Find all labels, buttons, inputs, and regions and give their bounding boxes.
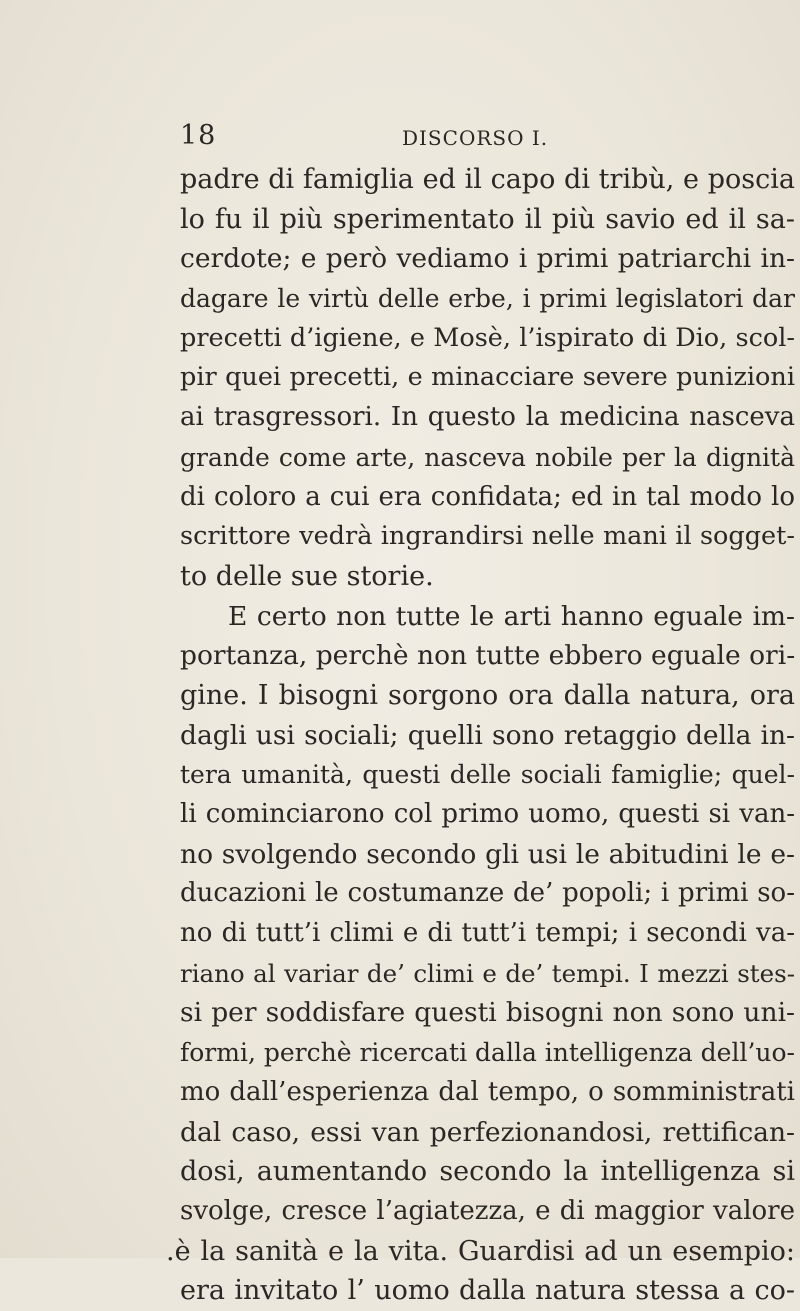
text-line: si per soddisfare questi bisogni non sono uni- [180,997,795,1029]
text-line: scrittore vedrà ingrandirsi nelle mani il sogget- [180,521,795,552]
text-line: lo fu il più sperimentato il più savio ed il sa- [180,203,795,235]
text-line: dosi, aumentando secondo la intelligenza si [180,1156,795,1188]
page-header [180,120,795,156]
text-line: formi, perchè ricercati dalla intelligenza dell’uo- [180,1038,795,1068]
text-line: svolge, cresce l’agiatezza, e di maggior valore [180,1195,795,1226]
text-line: cerdote; e però vediamo i primi patriarchi in- [180,243,795,275]
page-number: 18 [180,120,217,151]
text-line: dal caso, essi van perfezionandosi, rettifican- [180,1116,795,1148]
text-line: ai trasgressori. In questo la medicina nasceva [180,402,795,433]
text-line: portanza, perchè non tutte ebbero eguale ori- [180,640,796,672]
text-line: pir quei precetti, e minacciare severe punizioni [180,362,795,393]
text-line: padre di famiglia ed il capo di tribù, e poscia [180,164,795,195]
running-head: DISCORSO I. [402,126,549,150]
text-line: grande come arte, nasceva nobile per la dignità [180,442,795,472]
text-line: precetti d’igiene, e Mosè, l’ispirato di Dio, scol- [180,322,795,353]
text-line: ducazioni le costumanze de’ popoli; i primi so- [180,878,795,909]
text-line: era invitato l’ uomo dalla natura stessa a co- [180,1275,795,1307]
text-line: dagare le virtù delle erbe, i primi legislatori dar [180,284,795,314]
text-line: no di tutt’i climi e di tutt’i tempi; i secondi va- [180,918,795,949]
text-line: .è la sanità e la vita. Guardisi ad un esempio: [166,1235,795,1267]
text-line: dagli usi sociali; quelli sono retaggio della in- [180,719,795,751]
text-line: di coloro a cui era confidata; ed in tal modo lo [180,481,795,512]
text-line: riano al variar de’ climi e de’ tempi. I mezzi stes- [180,958,795,988]
text-line: tera umanità, questi delle sociali famiglie; quel- [180,760,795,790]
text-line: mo dall’esperienza dal tempo, o somministrati [180,1076,795,1107]
body-text [166,160,796,1311]
text-line: to delle sue storie. [180,560,434,592]
text-line: li cominciarono col primo uomo, questi si van- [180,799,795,829]
text-line: gine. I bisogni sorgono ora dalla natura, ora [180,679,795,711]
text-line: no svolgendo secondo gli usi le abitudini le e- [180,838,795,870]
paragraph-first-line: E certo non tutte le arti hanno eguale im- [228,600,795,632]
